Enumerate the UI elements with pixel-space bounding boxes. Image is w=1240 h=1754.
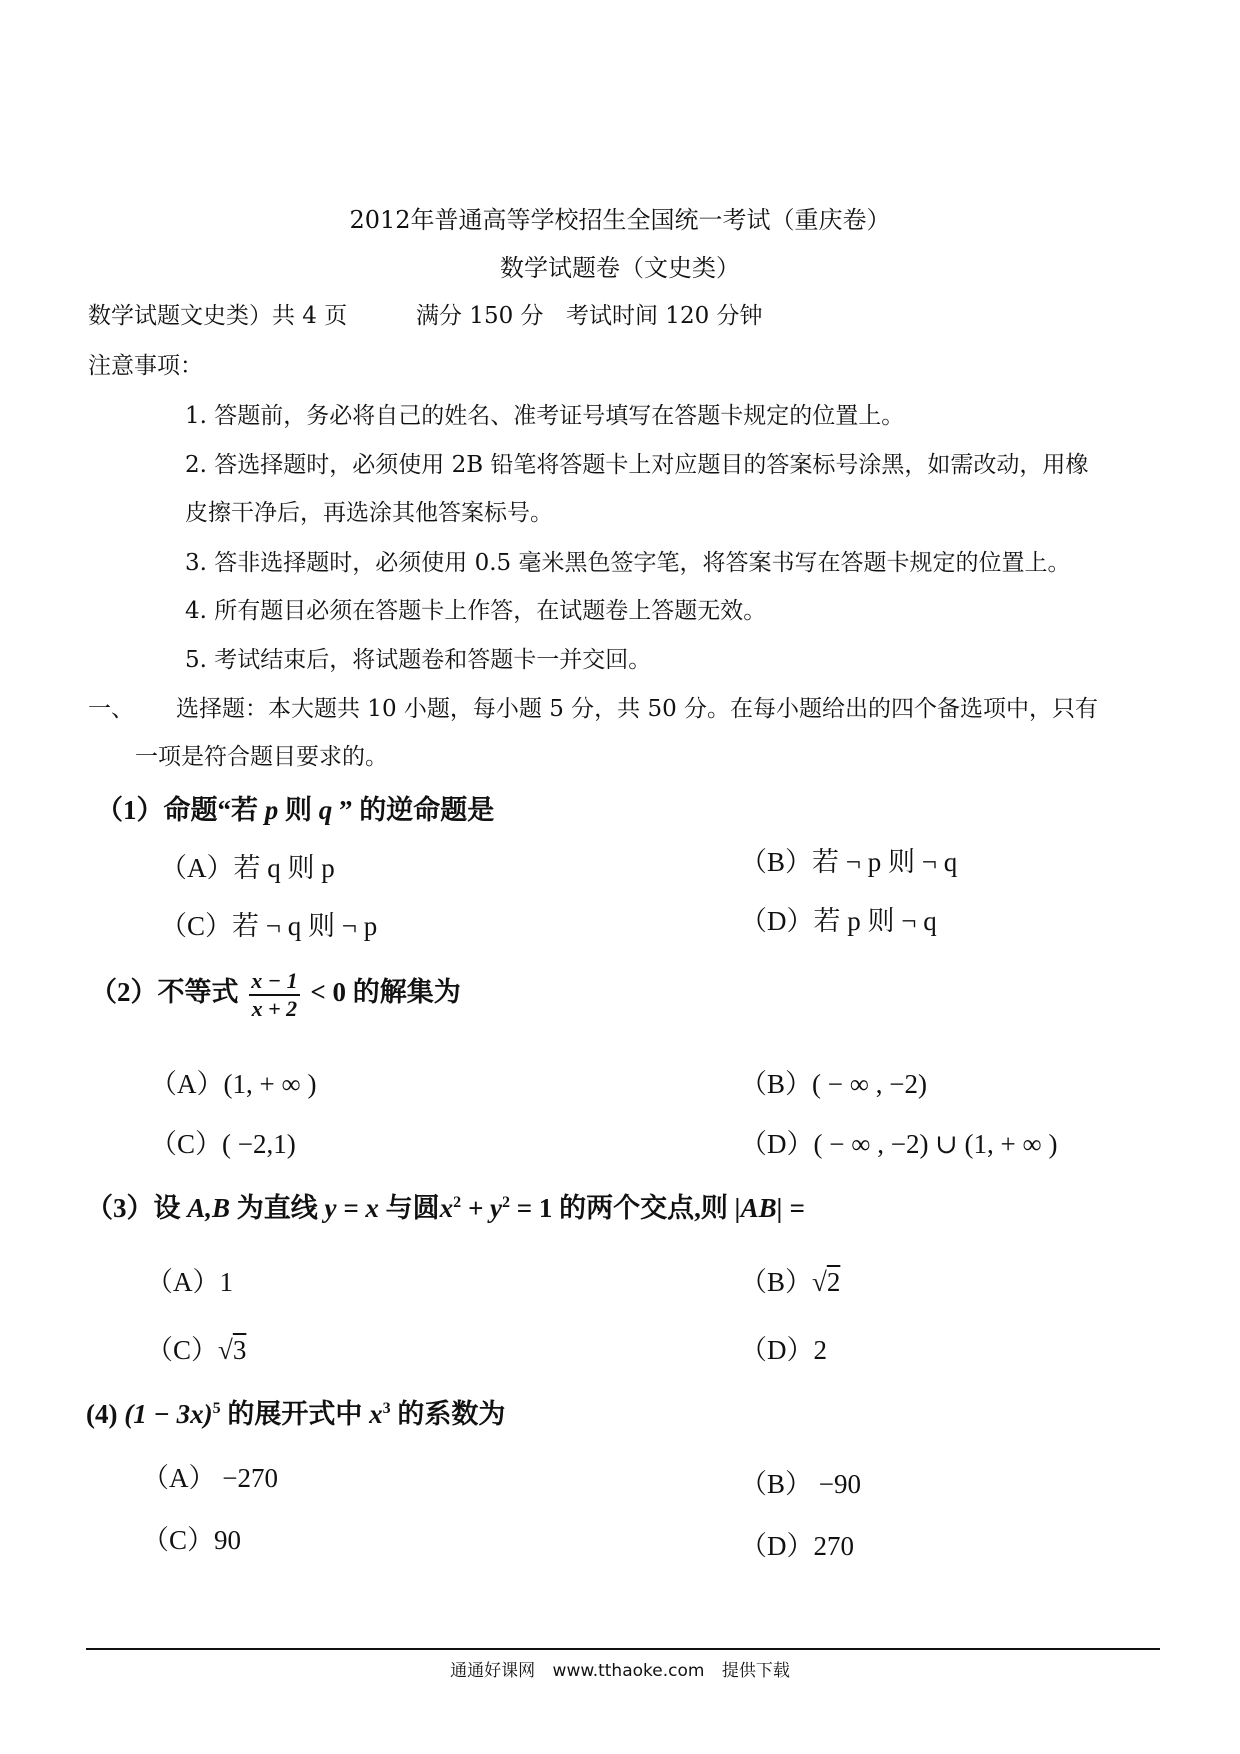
- question-1-stem: （1）命题“若 p 则 q ” 的逆命题是: [96, 795, 495, 825]
- notice-heading: 注意事项：: [88, 353, 203, 379]
- footer: [0, 1656, 1240, 1681]
- notice-item: 2. 答选择题时，必须使用 2B 铅笔将答题卡上对应题目的答案标号涂黑，如需改动，用橡: [185, 452, 1089, 478]
- footer-url[interactable]: www.tthaoke.com: [552, 1661, 705, 1681]
- q4-option-c: （C）90: [142, 1525, 242, 1555]
- q4-option-b: （B） −90: [740, 1469, 861, 1499]
- footer-divider: [86, 1648, 1160, 1650]
- info-score: 满分 150 分: [416, 303, 544, 329]
- q2-option-d: （D）( − ∞ , −2) ∪ (1, + ∞ ): [740, 1129, 1058, 1159]
- section-instructions: 选择题：本大题共 10 小题，每小题 5 分，共 50 分。在每小题给出的四个备选项中，只有: [176, 696, 1099, 722]
- q1-option-d: （D）若 p 则 ¬ q: [740, 906, 937, 936]
- notice-item: 1. 答题前，务必将自己的姓名、准考证号填写在答题卡规定的位置上。: [185, 403, 905, 429]
- footer-site-name: 通通好课网: [450, 1661, 536, 1681]
- q4-option-d: （D）270: [740, 1531, 854, 1561]
- notice-item: 5. 考试结束后，将试题卷和答题卡一并交回。: [185, 647, 652, 673]
- notice-item-continued: 皮擦干净后，再选涂其他答案标号。: [185, 500, 553, 526]
- exam-subtitle: 数学试题卷（文史类）: [500, 254, 740, 282]
- exam-title: 2012年普通高等学校招生全国统一考试（重庆卷）: [349, 206, 891, 234]
- q2-option-c: （C）( −2,1): [150, 1129, 296, 1159]
- question-3-stem: （3）设 A,B 为直线 y = x 与圆$x^2 + y^2 = 1$ 的两个交点,则 |AB| =: [86, 1193, 805, 1223]
- question-4-stem: (4) $(1 - 3x)^5$ 的展开式中 $x^3$ 的系数为: [86, 1399, 506, 1429]
- section-instructions-continued: 一项是符合题目要求的。: [135, 744, 388, 770]
- info-pages: 数学试题文史类）共 4 页: [88, 303, 348, 329]
- notice-item: 4. 所有题目必须在答题卡上作答，在试题卷上答题无效。: [185, 598, 767, 624]
- q3-option-d: （D）2: [740, 1335, 827, 1365]
- q3-option-c: （C）√3: [146, 1335, 247, 1365]
- fraction: $\frac{x - 1}{x + 2}$: [251, 968, 298, 1021]
- q3-option-a: （A）1: [146, 1267, 233, 1297]
- q2-option-a: （A）(1, + ∞ ): [150, 1069, 317, 1099]
- q1-option-b: （B）若 ¬ p 则 ¬ q: [740, 847, 958, 877]
- q4-option-a: （A） −270: [142, 1463, 278, 1493]
- section-number: 一、: [88, 696, 134, 722]
- question-2-stem: （2）不等式 $\frac{x - 1}{x + 2}$ < 0 的解集为: [90, 968, 461, 1021]
- q1-option-a: （A）若 q 则 p: [160, 853, 335, 883]
- q1-option-c: （C）若 ¬ q 则 ¬ p: [160, 911, 378, 941]
- q2-option-b: （B）( − ∞ , −2): [740, 1069, 927, 1099]
- notice-item: 3. 答非选择题时，必须使用 0.5 毫米黑色签字笔，将答案书写在答题卡规定的位置上。: [185, 550, 1071, 576]
- footer-provide: 提供下载: [721, 1661, 790, 1681]
- q3-option-b: （B）√2: [740, 1267, 841, 1297]
- info-time: 考试时间 120 分钟: [566, 303, 763, 329]
